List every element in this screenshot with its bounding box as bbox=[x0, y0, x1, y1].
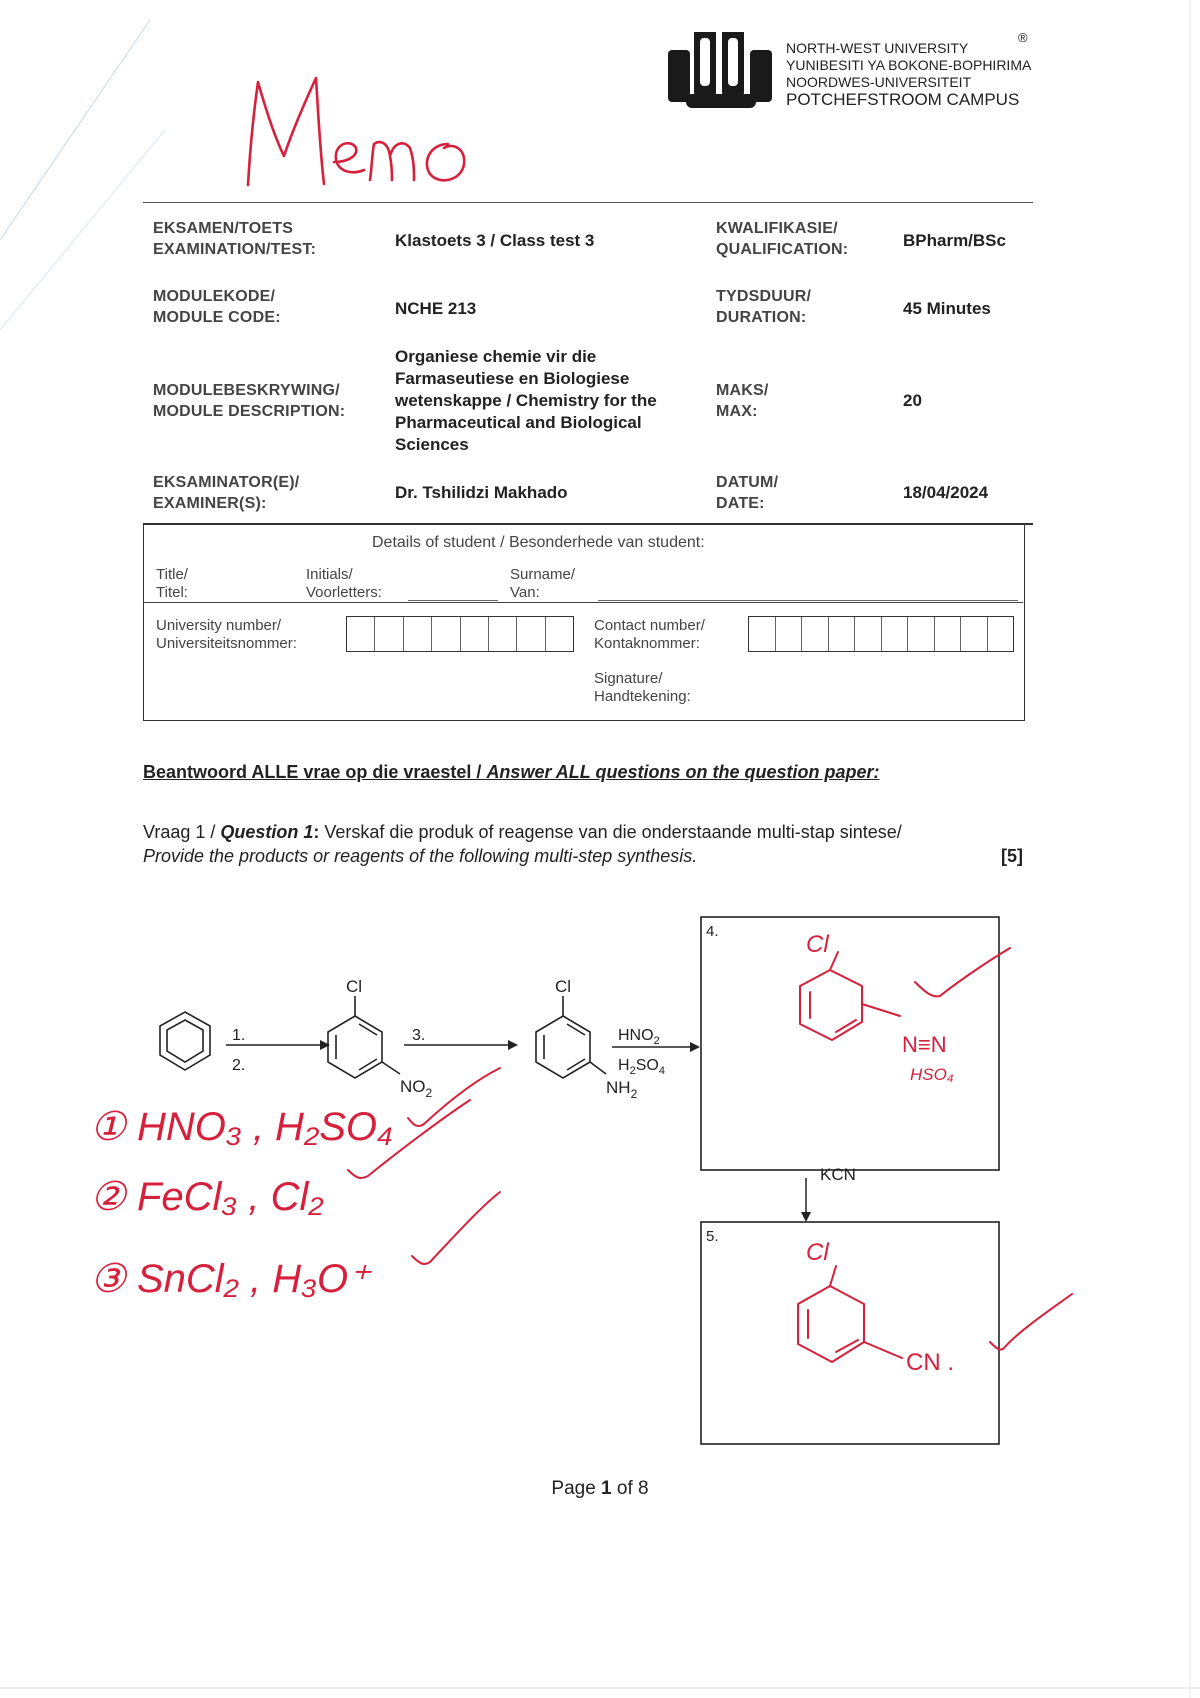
module-description-label bbox=[153, 380, 345, 422]
no2-label: $NO_2$ bbox=[400, 1077, 433, 1100]
module-description-label-en: MODULE DESCRIPTION: bbox=[153, 403, 346, 420]
max-label-af: MAKS/ bbox=[716, 382, 769, 399]
examiner-value: Dr. Tshilidzi Makhado bbox=[395, 483, 568, 502]
university-number-field[interactable] bbox=[346, 616, 574, 652]
module-description-label-af: MODULEBESKRYWING/ bbox=[153, 382, 340, 399]
registered-mark: ® bbox=[1018, 30, 1028, 45]
reagent-hno2: $HNO_2$ bbox=[618, 1027, 660, 1047]
answer-box-5 bbox=[701, 1222, 999, 1444]
instructions-af: Beantwoord ALLE vrae op die vraestel / bbox=[143, 762, 487, 782]
date-value: 18/04/2024 bbox=[903, 483, 989, 502]
university-line-2: YUNIBESITI YA BOKONE-BOPHIRIMA bbox=[786, 57, 1032, 73]
step-3-label: 3. bbox=[412, 1027, 426, 1044]
university-number-label-en: University number/ bbox=[156, 617, 282, 634]
kcn-label: KCN bbox=[820, 1165, 856, 1184]
initials-label-en: Initials/ bbox=[306, 566, 353, 583]
surname-label-af: Van: bbox=[510, 584, 540, 601]
university-number-label bbox=[156, 617, 297, 653]
max-label-en: MAX: bbox=[716, 403, 758, 420]
contact-number-label bbox=[594, 617, 705, 653]
university-name bbox=[786, 40, 1031, 108]
question-1-marks: [5] bbox=[1001, 846, 1023, 866]
examiner-label bbox=[153, 472, 299, 514]
question-1-prefix-en: Question 1 bbox=[220, 822, 314, 842]
max-value: 20 bbox=[903, 391, 922, 410]
arrow-kcn-head bbox=[801, 1212, 811, 1222]
module-code-label-en: MODULE CODE: bbox=[153, 309, 281, 326]
answer-box-4-label: 4. bbox=[706, 923, 719, 940]
question-1-text-en: Provide the products or reagents of the following multi-step synthesis. bbox=[143, 846, 698, 866]
examiner-label-af: EKSAMINATOR(E)/ bbox=[153, 474, 300, 491]
module-code-value: NCHE 213 bbox=[395, 299, 477, 318]
box-5-cn: CN . bbox=[906, 1349, 954, 1376]
arrow-2-head bbox=[508, 1040, 518, 1050]
cl-label-2: Cl bbox=[555, 977, 572, 996]
info-top-rule bbox=[143, 202, 1033, 203]
duration-value: 45 Minutes bbox=[903, 299, 991, 318]
exam-label-en: EXAMINATION/TEST: bbox=[153, 241, 317, 258]
initials-label-af: Voorletters: bbox=[306, 584, 382, 601]
page-number bbox=[0, 1478, 1200, 1500]
arrow-3-head bbox=[690, 1042, 700, 1052]
handwritten-nitrile-ring bbox=[798, 1266, 902, 1362]
surname-label-en: Surname/ bbox=[510, 566, 576, 583]
question-1-prefix: Vraag 1 / bbox=[143, 822, 221, 842]
answer-box-5-label: 5. bbox=[706, 1228, 719, 1245]
page-suffix: of 8 bbox=[611, 1478, 649, 1499]
instructions-en: Answer ALL questions on the question paper: bbox=[486, 762, 880, 782]
question-1-line-1 bbox=[143, 820, 1023, 844]
contact-number-field[interactable] bbox=[748, 616, 1014, 652]
university-number-label-af: Universiteitsnommer: bbox=[156, 635, 297, 652]
reaction-scheme bbox=[0, 900, 1200, 1460]
surname-label bbox=[510, 566, 575, 602]
contact-number-label-en: Contact number/ bbox=[594, 617, 705, 634]
campus-name: POTCHEFSTROOM CAMPUS bbox=[786, 90, 1020, 109]
box-4-cl: Cl bbox=[806, 931, 829, 958]
examiner-label-en: EXAMINER(S): bbox=[153, 495, 267, 512]
instructions bbox=[143, 762, 879, 783]
university-logo bbox=[668, 22, 778, 112]
duration-label-af: TYDSDUUR/ bbox=[716, 288, 812, 305]
title-label-af: Titel: bbox=[156, 584, 188, 601]
initials-field[interactable] bbox=[408, 600, 498, 601]
answer-3: ③ SnCl₂ , H₃O⁺ bbox=[90, 1257, 370, 1301]
signature-label-af: Handtekening: bbox=[594, 688, 691, 705]
module-description-line-5: Sciences bbox=[395, 435, 469, 454]
cl-label-1: Cl bbox=[346, 977, 363, 996]
university-line-1: NORTH-WEST UNIVERSITY bbox=[786, 40, 969, 56]
exam-label-af: EKSAMEN/TOETS bbox=[153, 220, 294, 237]
box-4-diazo: N≡N bbox=[902, 1032, 947, 1057]
question-1 bbox=[143, 820, 1023, 868]
answer-2: ② FeCl₃ , Cl₂ bbox=[90, 1175, 324, 1219]
qualification-label-en: QUALIFICATION: bbox=[716, 241, 849, 258]
module-code-label bbox=[153, 286, 281, 328]
qualification-label-af: KWALIFIKASIE/ bbox=[716, 220, 838, 237]
title-label-en: Title/ bbox=[156, 566, 188, 583]
box-4-counterion: HSO₄ bbox=[910, 1065, 954, 1084]
initials-label bbox=[306, 566, 382, 602]
signature-label-en: Signature/ bbox=[594, 670, 663, 687]
page-current: 1 bbox=[601, 1478, 612, 1499]
nh2-label: $NH_2$ bbox=[606, 1078, 638, 1101]
module-description-line-3: wetenskappe / Chemistry for the bbox=[395, 391, 657, 410]
student-details-heading: Details of student / Besonderhede van student: bbox=[372, 534, 705, 551]
surname-field[interactable] bbox=[598, 600, 1018, 601]
module-description-value bbox=[395, 346, 657, 456]
chloronitrobenzene-structure bbox=[328, 996, 400, 1078]
question-1-text-af: Verskaf die produk of reagense van die onderstaande multi-stap sintese/ bbox=[324, 822, 902, 842]
student-row-divider bbox=[143, 602, 1023, 603]
title-label bbox=[156, 566, 188, 602]
qualification-label bbox=[716, 218, 848, 260]
duration-label-en: DURATION: bbox=[716, 309, 807, 326]
exam-label bbox=[153, 218, 316, 260]
module-description-line-1: Organiese chemie vir die bbox=[395, 347, 597, 366]
module-code-label-af: MODULEKODE/ bbox=[153, 288, 276, 305]
step-2-label: 2. bbox=[232, 1057, 246, 1074]
module-description-line-4: Pharmaceutical and Biological bbox=[395, 413, 642, 432]
module-description-line-2: Farmaseutiese en Biologiese bbox=[395, 369, 630, 388]
exam-value: Klastoets 3 / Class test 3 bbox=[395, 231, 595, 250]
tick-answer-3 bbox=[412, 1192, 500, 1264]
question-1-colon: : bbox=[313, 822, 325, 842]
date-label-af: DATUM/ bbox=[716, 474, 779, 491]
box-5-cl: Cl bbox=[806, 1239, 829, 1266]
signature-label bbox=[594, 670, 691, 706]
benzene-structure bbox=[160, 1012, 210, 1070]
handwritten-diazonium-ring bbox=[800, 952, 900, 1040]
step-1-label: 1. bbox=[232, 1027, 246, 1044]
max-label bbox=[716, 380, 769, 422]
tick-box-5 bbox=[990, 1294, 1072, 1350]
contact-number-label-af: Kontaknommer: bbox=[594, 635, 700, 652]
answer-1: ① HNO₃ , H₂SO₄ bbox=[90, 1105, 394, 1149]
reagent-h2so4: $H_2SO_4$ bbox=[618, 1057, 665, 1077]
chloroaniline-structure bbox=[536, 996, 606, 1078]
handwritten-memo bbox=[240, 70, 490, 200]
qualification-value: BPharm/BSc bbox=[903, 231, 1006, 250]
university-line-3: NOORDWES-UNIVERSITEIT bbox=[786, 74, 972, 90]
date-label bbox=[716, 472, 778, 514]
date-label-en: DATE: bbox=[716, 495, 765, 512]
page-prefix: Page bbox=[551, 1478, 602, 1499]
duration-label bbox=[716, 286, 811, 328]
answer-box-4 bbox=[701, 917, 999, 1170]
tick-box-4 bbox=[915, 948, 1010, 996]
